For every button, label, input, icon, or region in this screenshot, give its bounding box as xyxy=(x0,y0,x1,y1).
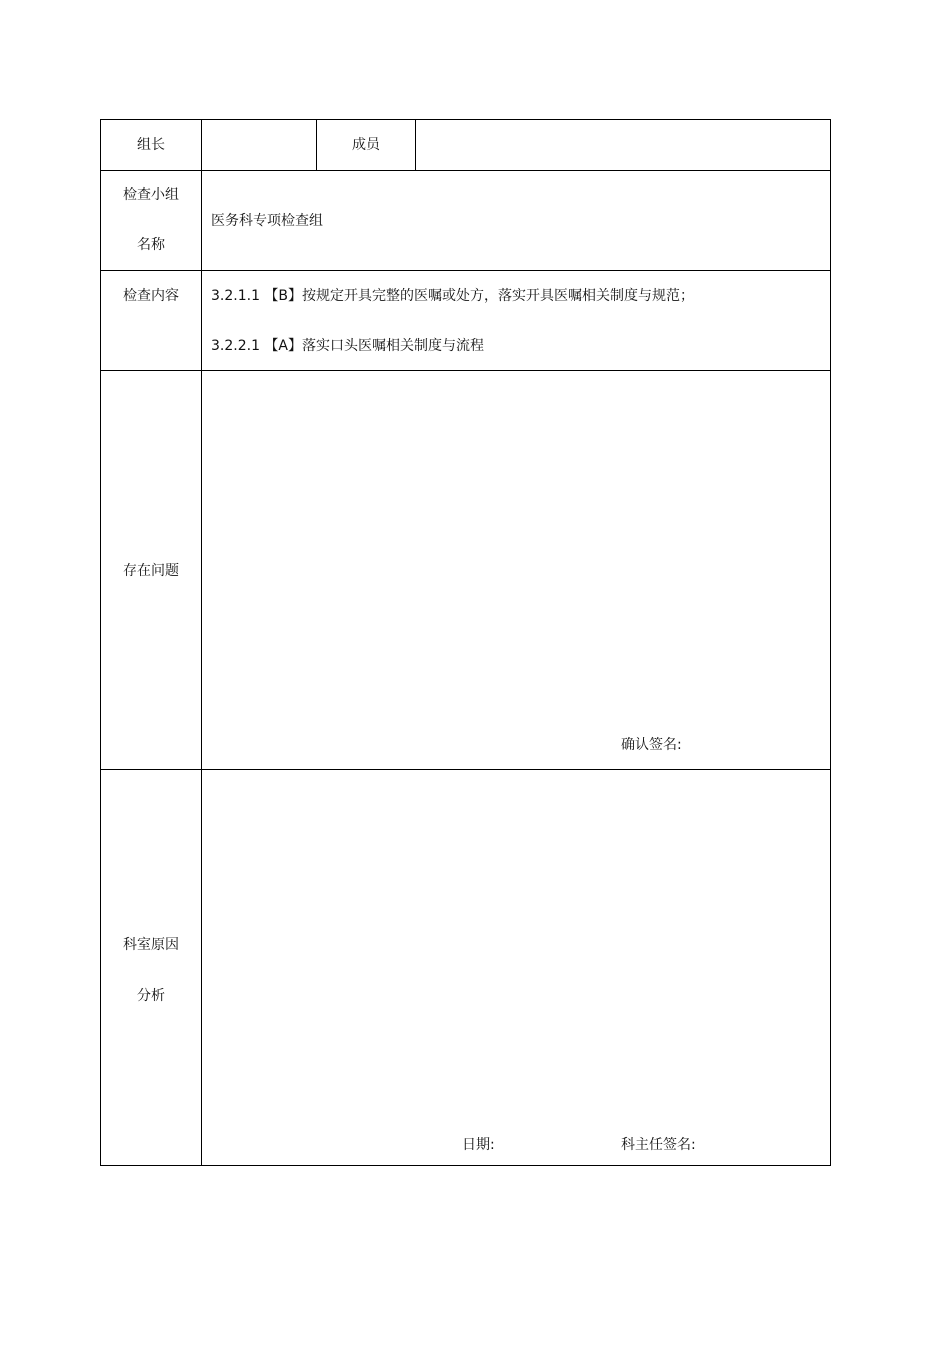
group-name-label-line2: 名称 xyxy=(137,237,165,253)
row-divider xyxy=(101,170,830,171)
inspection-form-table xyxy=(100,119,831,1166)
analysis-label-line1: 科室原因 xyxy=(123,937,179,953)
content-item: 3.2.2.1 【A】落实口头医嘱相关制度与流程 xyxy=(211,338,485,354)
column-divider xyxy=(415,120,416,170)
issues-area[interactable] xyxy=(202,371,830,741)
confirm-sign-label: 确认签名: xyxy=(621,737,682,753)
group-name-value: 医务科专项检查组 xyxy=(211,213,323,229)
issues-label: 存在问题 xyxy=(123,563,179,579)
analysis-area[interactable] xyxy=(202,770,830,1130)
leader-label: 组长 xyxy=(137,137,165,153)
content-label: 检查内容 xyxy=(123,288,179,304)
content-item: 3.2.1.1 【B】按规定开具完整的医嘱或处方，落实开具医嘱相关制度与规范； xyxy=(211,288,695,304)
row-divider xyxy=(101,270,830,271)
analysis-label-line2: 分析 xyxy=(137,988,165,1004)
director-sign-label: 科主任签名: xyxy=(621,1137,696,1153)
group-name-label-line1: 检查小组 xyxy=(123,187,179,203)
member-label: 成员 xyxy=(352,137,380,153)
date-label: 日期: xyxy=(462,1137,495,1153)
